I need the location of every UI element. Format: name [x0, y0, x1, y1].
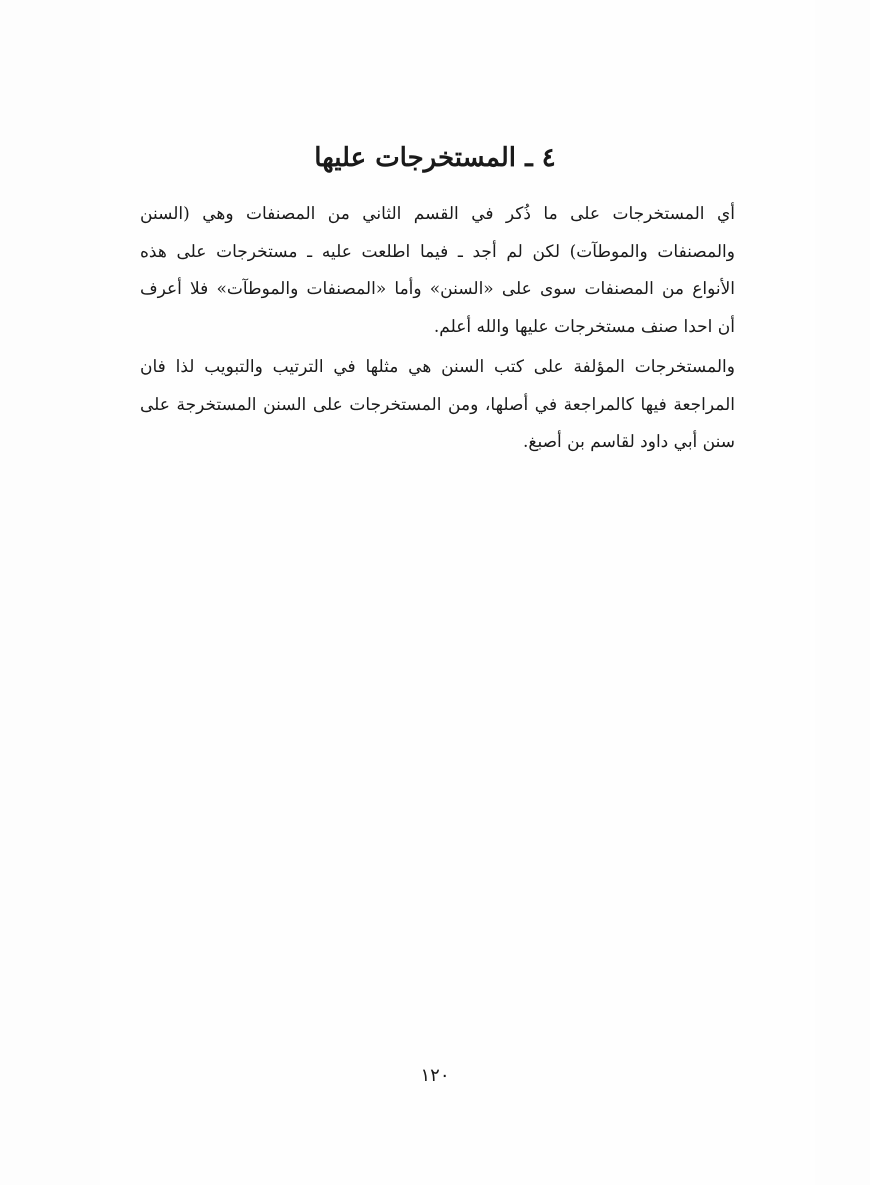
paragraph-line: المراجعة فيها كالمراجعة في أصلها، ومن المستخرجات على السنن المستخرجة على — [140, 394, 735, 415]
paragraph-line: أن احدا صنف مستخرجات عليها والله أعلم. — [433, 316, 735, 337]
paragraph-line: أي المستخرجات على ما ذُكر في القسم الثاني من المصنفات وهي (السنن — [140, 204, 735, 224]
paragraph-1 — [140, 196, 735, 346]
paragraph-line: الأنواع من المصنفات سوى على «السنن» وأما «المصنفات والموطآت» فلا أعرف — [140, 279, 735, 299]
paragraph-2 — [140, 349, 735, 462]
paragraph-line: سنن أبي داود لقاسم بن أصبغ. — [523, 432, 735, 452]
paragraph-line: والمصنفات والموطآت) لكن لم أجد ـ فيما اطلعت عليه ـ مستخرجات على هذه — [140, 241, 735, 262]
section-heading: ٤ ـ المستخرجات عليها — [314, 143, 556, 173]
paragraph-line: والمستخرجات المؤلفة على كتب السنن هي مثلها في الترتيب والتبويب لذا فان — [140, 357, 735, 377]
page-number: ١٢٠ — [420, 1065, 450, 1086]
